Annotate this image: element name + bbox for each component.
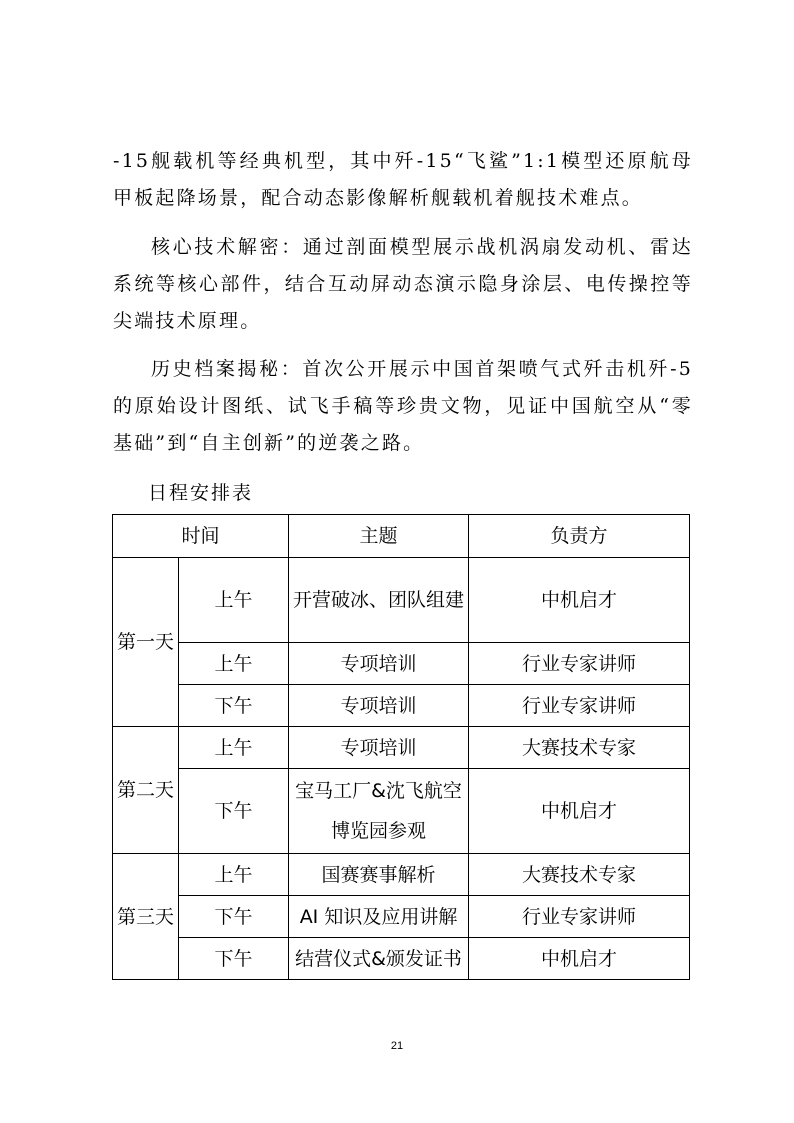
- day-label: 第二天: [113, 727, 179, 854]
- schedule-table: [112, 514, 690, 980]
- period-cell: 上午: [179, 854, 289, 896]
- topic-cell: 专项培训: [289, 643, 469, 685]
- owner-cell: 中机启才: [469, 558, 690, 643]
- topic-cell: 专项培训: [289, 685, 469, 727]
- owner-cell: 中机启才: [469, 769, 690, 854]
- topic-cell: 结营仪式&颁发证书: [289, 938, 469, 980]
- owner-cell: 行业专家讲师: [469, 643, 690, 685]
- table-row: [113, 685, 690, 727]
- day-label: 第三天: [113, 854, 179, 980]
- period-cell: 下午: [179, 938, 289, 980]
- table-row: [113, 854, 690, 896]
- period-cell: 下午: [179, 685, 289, 727]
- period-cell: 上午: [179, 643, 289, 685]
- page-number: 21: [390, 1040, 404, 1052]
- header-topic: 主题: [289, 515, 469, 558]
- topic-cell: 宝马工厂&沈飞航空博览园参观: [289, 769, 469, 854]
- owner-cell: 行业专家讲师: [469, 685, 690, 727]
- table-row: [113, 769, 690, 854]
- owner-cell: 行业专家讲师: [469, 896, 690, 938]
- period-cell: 上午: [179, 558, 289, 643]
- schedule-caption: 日程安排表: [148, 482, 254, 504]
- period-cell: 下午: [179, 769, 289, 854]
- header-owner: 负责方: [469, 515, 690, 558]
- period-cell: 下午: [179, 896, 289, 938]
- topic-cell: 专项培训: [289, 727, 469, 769]
- topic-cell: 国赛赛事解析: [289, 854, 469, 896]
- owner-cell: 中机启才: [469, 938, 690, 980]
- table-row: [113, 727, 690, 769]
- owner-cell: 大赛技术专家: [469, 854, 690, 896]
- paragraph-core-technology: 核心技术解密：通过剖面模型展示战机涡扇发动机、雷达系统等核心部件，结合互动屏动态演示隐身涂层、电传操控等尖端技术原理。: [113, 236, 693, 332]
- day-label: 第一天: [113, 558, 179, 727]
- table-row: [113, 896, 690, 938]
- topic-cell: AI 知识及应用讲解: [289, 896, 469, 938]
- topic-cell: 开营破冰、团队组建: [289, 558, 469, 643]
- table-row: [113, 558, 690, 643]
- paragraph-carrier-aircraft: -15舰载机等经典机型，其中歼-15“飞鲨”1:1模型还原航母甲板起降场景，配合动态影像解析舰载机着舰技术难点。: [113, 150, 693, 209]
- owner-cell: 大赛技术专家: [469, 727, 690, 769]
- table-row: [113, 643, 690, 685]
- header-time: 时间: [113, 515, 289, 558]
- table-row: [113, 938, 690, 980]
- paragraph-history-archive: 历史档案揭秘：首次公开展示中国首架喷气式歼击机歼-5的原始设计图纸、试飞手稿等珍贵文物，见证中国航空从“零基础”到“自主创新”的逆袭之路。: [113, 358, 693, 454]
- schedule-header-row: [113, 515, 690, 558]
- period-cell: 上午: [179, 727, 289, 769]
